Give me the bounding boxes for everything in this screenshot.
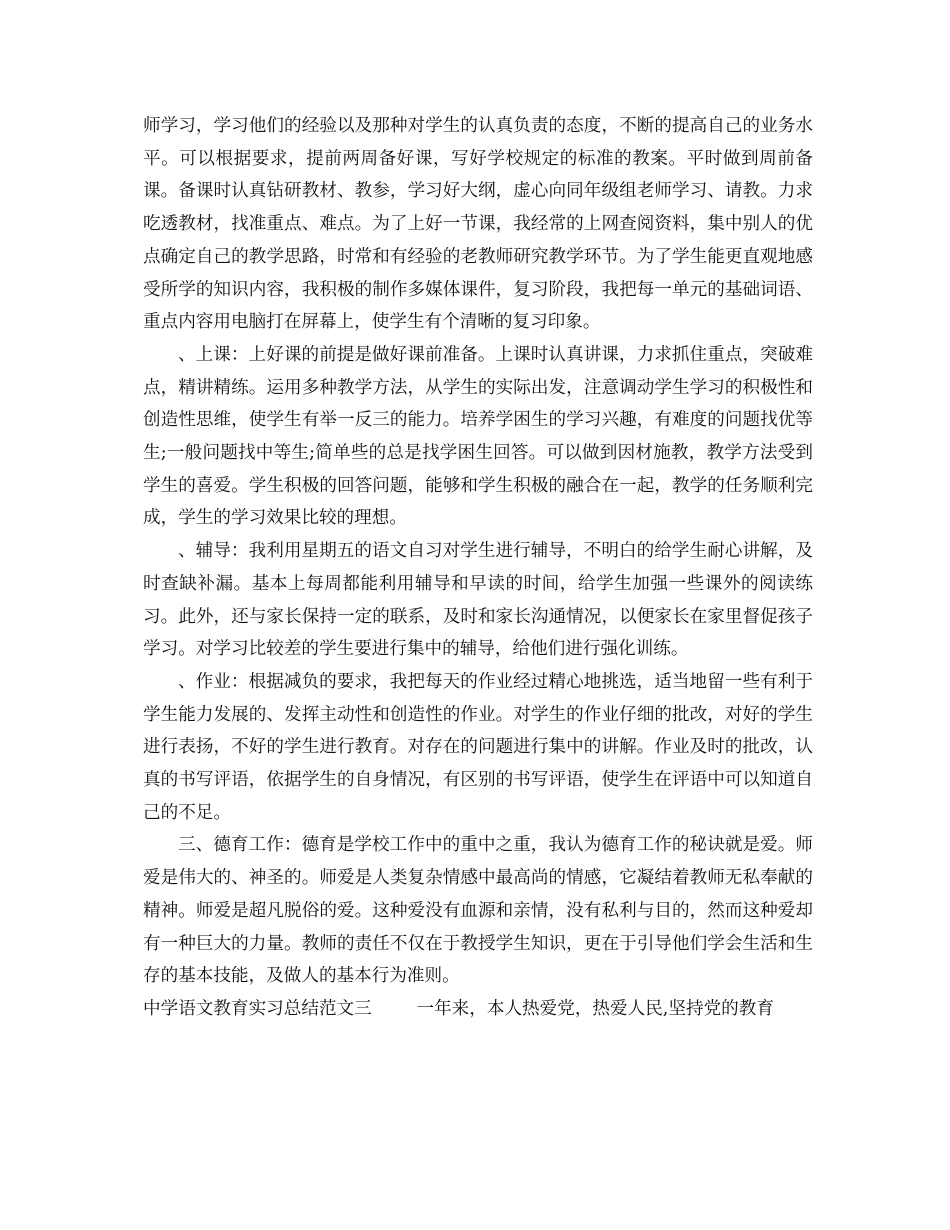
paragraph-teaching-prep: 师学习，学习他们的经验以及那种对学生的认真负责的态度，不断的提高自己的业务水平。可以根据要求，提前两周备好课，写好学校规定的标准的教案。平时做到周前备课。备课时认真钻研教材、教参，学习好大纲，虚心向同年级组老师学习、请教。力求吃透教材，找准重点、难点。为了上好一节课，我经常的上网查阅资料，集中别人的优点确定自己的教学思路，时常和有经验的老教师研究教学环节。为了学生能更直观地感受所学的知识内容，我积极的制作多媒体课件，复习阶段，我把每一单元的基础词语、重点内容用电脑打在屏幕上，使学生有个清晰的复习印象。 (143, 116, 813, 333)
section-heading: 中学语文教育实习总结范文三 (143, 998, 372, 1019)
section-heading-line (143, 993, 813, 1026)
paragraph-tutoring: 、辅导：我利用星期五的语文自习对学生进行辅导，不明白的给学生耐心讲解，及时查缺补漏。基本上每周都能利用辅导和早读的时间，给学生加强一些课外的阅读练习。此外，还与家长保持一定的联系，及时和家长沟通情况，以便家长在家里督促孩子学习。对学习比较差的学生要进行集中的辅导，给他们进行强化训练。 (143, 541, 813, 660)
paragraph-classes: 、上课：上好课的前提是做好课前准备。上课时认真讲课，力求抓住重点，突破难点，精讲精练。运用多种教学方法，从学生的实际出发，注意调动学生学习的积极性和创造性思维，使学生有举一反三的能力。培养学困生的学习兴趣，有难度的问题找优等生;一般问题找中等生;简单些的总是找学困生回答。可以做到因材施教，教学方法受到学生的喜爱。学生积极的回答问题，能够和学生积极的融合在一起，教学的任务顺利完成，学生的学习效果比较的理想。 (143, 344, 813, 529)
document-body (143, 110, 813, 1026)
paragraph-homework: 、作业：根据减负的要求，我把每天的作业经过精心地挑选，适当地留一些有利于学生能力发展的、发挥主动性和创造性的作业。对学生的作业仔细的批改，对好的学生进行表扬，不好的学生进行教育。对存在的问题进行集中的讲解。作业及时的批改，认真的书写评语，依据学生的自身情况，有区别的书写评语，使学生在评语中可以知道自己的不足。 (143, 671, 813, 823)
paragraph-moral-education: 三、德育工作：德育是学校工作中的重中之重，我认为德育工作的秘诀就是爱。师爱是伟大的、神圣的。师爱是人类复杂情感中最高尚的情感，它凝结着教师无私奉献的精神。师爱是超凡脱俗的爱。这种爱没有血源和亲情，没有私利与目的，然而这种爱却有一种巨大的力量。教师的责任不仅在于教授学生知识，更在于引导他们学会生活和生存的基本技能，及做人的基本行为准则。 (143, 835, 813, 987)
section-opening-text: 一年来，本人热爱党，热爱人民,坚持党的教育 (416, 998, 774, 1019)
